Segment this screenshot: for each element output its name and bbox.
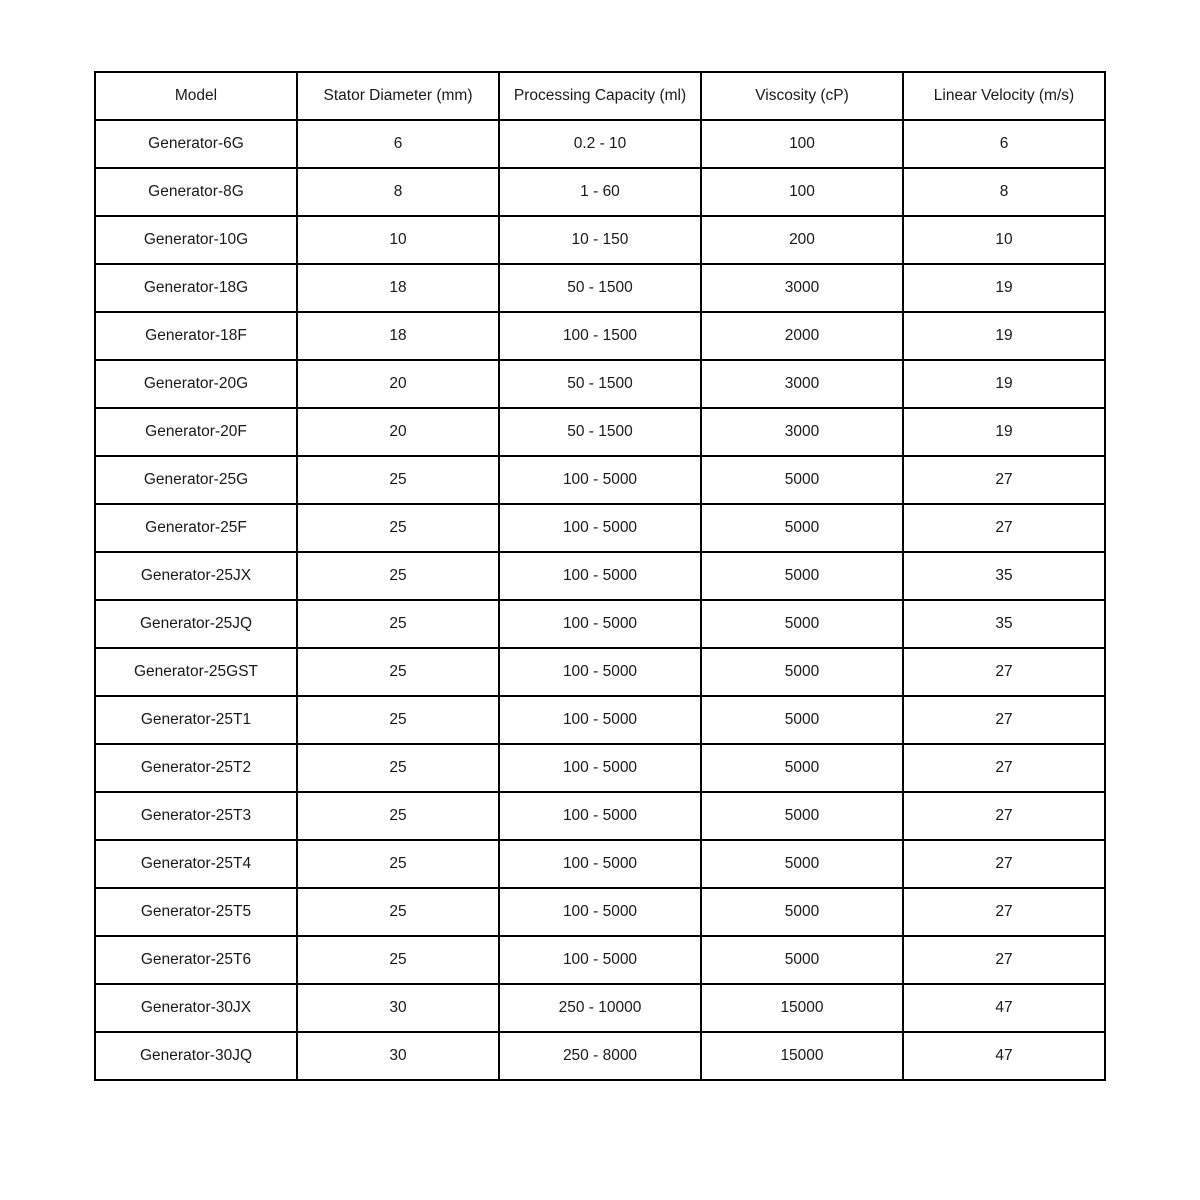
table-row (95, 888, 1105, 936)
cell-linear-velocity: 19 (903, 264, 1105, 312)
table-row (95, 744, 1105, 792)
cell-linear-velocity: 27 (903, 840, 1105, 888)
cell-model: Generator-18G (95, 264, 297, 312)
header-stator-diameter: Stator Diameter (mm) (297, 72, 499, 120)
cell-processing-capacity: 10 - 150 (499, 216, 701, 264)
cell-stator-diameter: 30 (297, 1032, 499, 1080)
cell-viscosity: 5000 (701, 696, 903, 744)
table-row (95, 360, 1105, 408)
cell-model: Generator-25T4 (95, 840, 297, 888)
cell-linear-velocity: 27 (903, 504, 1105, 552)
cell-model: Generator-25T3 (95, 792, 297, 840)
cell-viscosity: 2000 (701, 312, 903, 360)
cell-viscosity: 5000 (701, 600, 903, 648)
cell-processing-capacity: 100 - 5000 (499, 600, 701, 648)
cell-linear-velocity: 35 (903, 552, 1105, 600)
cell-viscosity: 15000 (701, 984, 903, 1032)
cell-stator-diameter: 25 (297, 840, 499, 888)
cell-linear-velocity: 27 (903, 744, 1105, 792)
table-row (95, 840, 1105, 888)
table-row (95, 264, 1105, 312)
table-header (95, 72, 1105, 120)
cell-stator-diameter: 10 (297, 216, 499, 264)
cell-model: Generator-20F (95, 408, 297, 456)
table-row (95, 312, 1105, 360)
cell-linear-velocity: 19 (903, 360, 1105, 408)
cell-processing-capacity: 50 - 1500 (499, 408, 701, 456)
cell-linear-velocity: 47 (903, 984, 1105, 1032)
table-row (95, 408, 1105, 456)
cell-processing-capacity: 100 - 5000 (499, 504, 701, 552)
cell-stator-diameter: 25 (297, 792, 499, 840)
cell-processing-capacity: 250 - 8000 (499, 1032, 701, 1080)
table-row (95, 648, 1105, 696)
cell-linear-velocity: 27 (903, 792, 1105, 840)
header-linear-velocity: Linear Velocity (m/s) (903, 72, 1105, 120)
cell-processing-capacity: 1 - 60 (499, 168, 701, 216)
table-row (95, 216, 1105, 264)
cell-viscosity: 5000 (701, 744, 903, 792)
cell-stator-diameter: 25 (297, 456, 499, 504)
cell-processing-capacity: 250 - 10000 (499, 984, 701, 1032)
spec-table-container (94, 71, 1106, 1081)
cell-processing-capacity: 50 - 1500 (499, 360, 701, 408)
generator-spec-table (94, 71, 1106, 1081)
table-row (95, 600, 1105, 648)
cell-model: Generator-25JX (95, 552, 297, 600)
header-row (95, 72, 1105, 120)
table-row (95, 168, 1105, 216)
cell-stator-diameter: 20 (297, 360, 499, 408)
cell-viscosity: 3000 (701, 360, 903, 408)
cell-model: Generator-25F (95, 504, 297, 552)
cell-stator-diameter: 20 (297, 408, 499, 456)
table-body (95, 120, 1105, 1080)
cell-stator-diameter: 8 (297, 168, 499, 216)
cell-viscosity: 3000 (701, 264, 903, 312)
cell-model: Generator-18F (95, 312, 297, 360)
cell-stator-diameter: 25 (297, 552, 499, 600)
cell-model: Generator-8G (95, 168, 297, 216)
table-row (95, 504, 1105, 552)
cell-linear-velocity: 27 (903, 648, 1105, 696)
table-row (95, 792, 1105, 840)
cell-processing-capacity: 100 - 5000 (499, 888, 701, 936)
cell-viscosity: 3000 (701, 408, 903, 456)
cell-linear-velocity: 6 (903, 120, 1105, 168)
cell-stator-diameter: 25 (297, 648, 499, 696)
cell-viscosity: 5000 (701, 552, 903, 600)
cell-processing-capacity: 50 - 1500 (499, 264, 701, 312)
table-row (95, 552, 1105, 600)
cell-model: Generator-25T5 (95, 888, 297, 936)
cell-processing-capacity: 100 - 5000 (499, 696, 701, 744)
cell-stator-diameter: 25 (297, 504, 499, 552)
cell-viscosity: 5000 (701, 888, 903, 936)
cell-processing-capacity: 100 - 5000 (499, 840, 701, 888)
cell-viscosity: 5000 (701, 504, 903, 552)
cell-model: Generator-25T6 (95, 936, 297, 984)
cell-viscosity: 5000 (701, 456, 903, 504)
cell-viscosity: 5000 (701, 792, 903, 840)
table-row (95, 696, 1105, 744)
cell-processing-capacity: 100 - 5000 (499, 552, 701, 600)
cell-processing-capacity: 100 - 5000 (499, 744, 701, 792)
cell-linear-velocity: 19 (903, 408, 1105, 456)
cell-model: Generator-25G (95, 456, 297, 504)
cell-viscosity: 100 (701, 120, 903, 168)
cell-processing-capacity: 100 - 5000 (499, 456, 701, 504)
cell-viscosity: 5000 (701, 840, 903, 888)
cell-processing-capacity: 100 - 1500 (499, 312, 701, 360)
cell-stator-diameter: 25 (297, 600, 499, 648)
cell-model: Generator-30JQ (95, 1032, 297, 1080)
cell-linear-velocity: 47 (903, 1032, 1105, 1080)
cell-processing-capacity: 100 - 5000 (499, 936, 701, 984)
cell-stator-diameter: 18 (297, 312, 499, 360)
cell-linear-velocity: 27 (903, 696, 1105, 744)
cell-viscosity: 5000 (701, 936, 903, 984)
cell-model: Generator-25T1 (95, 696, 297, 744)
header-model: Model (95, 72, 297, 120)
table-row (95, 984, 1105, 1032)
cell-linear-velocity: 10 (903, 216, 1105, 264)
cell-stator-diameter: 6 (297, 120, 499, 168)
cell-stator-diameter: 25 (297, 936, 499, 984)
cell-model: Generator-25T2 (95, 744, 297, 792)
table-row (95, 1032, 1105, 1080)
header-processing-capacity: Processing Capacity (ml) (499, 72, 701, 120)
cell-processing-capacity: 100 - 5000 (499, 648, 701, 696)
cell-model: Generator-30JX (95, 984, 297, 1032)
cell-viscosity: 200 (701, 216, 903, 264)
cell-viscosity: 100 (701, 168, 903, 216)
cell-linear-velocity: 19 (903, 312, 1105, 360)
cell-model: Generator-10G (95, 216, 297, 264)
cell-linear-velocity: 8 (903, 168, 1105, 216)
cell-model: Generator-20G (95, 360, 297, 408)
cell-processing-capacity: 0.2 - 10 (499, 120, 701, 168)
cell-model: Generator-25JQ (95, 600, 297, 648)
cell-linear-velocity: 35 (903, 600, 1105, 648)
cell-stator-diameter: 18 (297, 264, 499, 312)
cell-stator-diameter: 30 (297, 984, 499, 1032)
cell-processing-capacity: 100 - 5000 (499, 792, 701, 840)
cell-linear-velocity: 27 (903, 456, 1105, 504)
header-viscosity: Viscosity (cP) (701, 72, 903, 120)
cell-linear-velocity: 27 (903, 888, 1105, 936)
table-row (95, 936, 1105, 984)
cell-linear-velocity: 27 (903, 936, 1105, 984)
table-row (95, 120, 1105, 168)
cell-model: Generator-25GST (95, 648, 297, 696)
cell-stator-diameter: 25 (297, 888, 499, 936)
cell-stator-diameter: 25 (297, 744, 499, 792)
cell-stator-diameter: 25 (297, 696, 499, 744)
cell-viscosity: 5000 (701, 648, 903, 696)
table-row (95, 456, 1105, 504)
cell-model: Generator-6G (95, 120, 297, 168)
cell-viscosity: 15000 (701, 1032, 903, 1080)
